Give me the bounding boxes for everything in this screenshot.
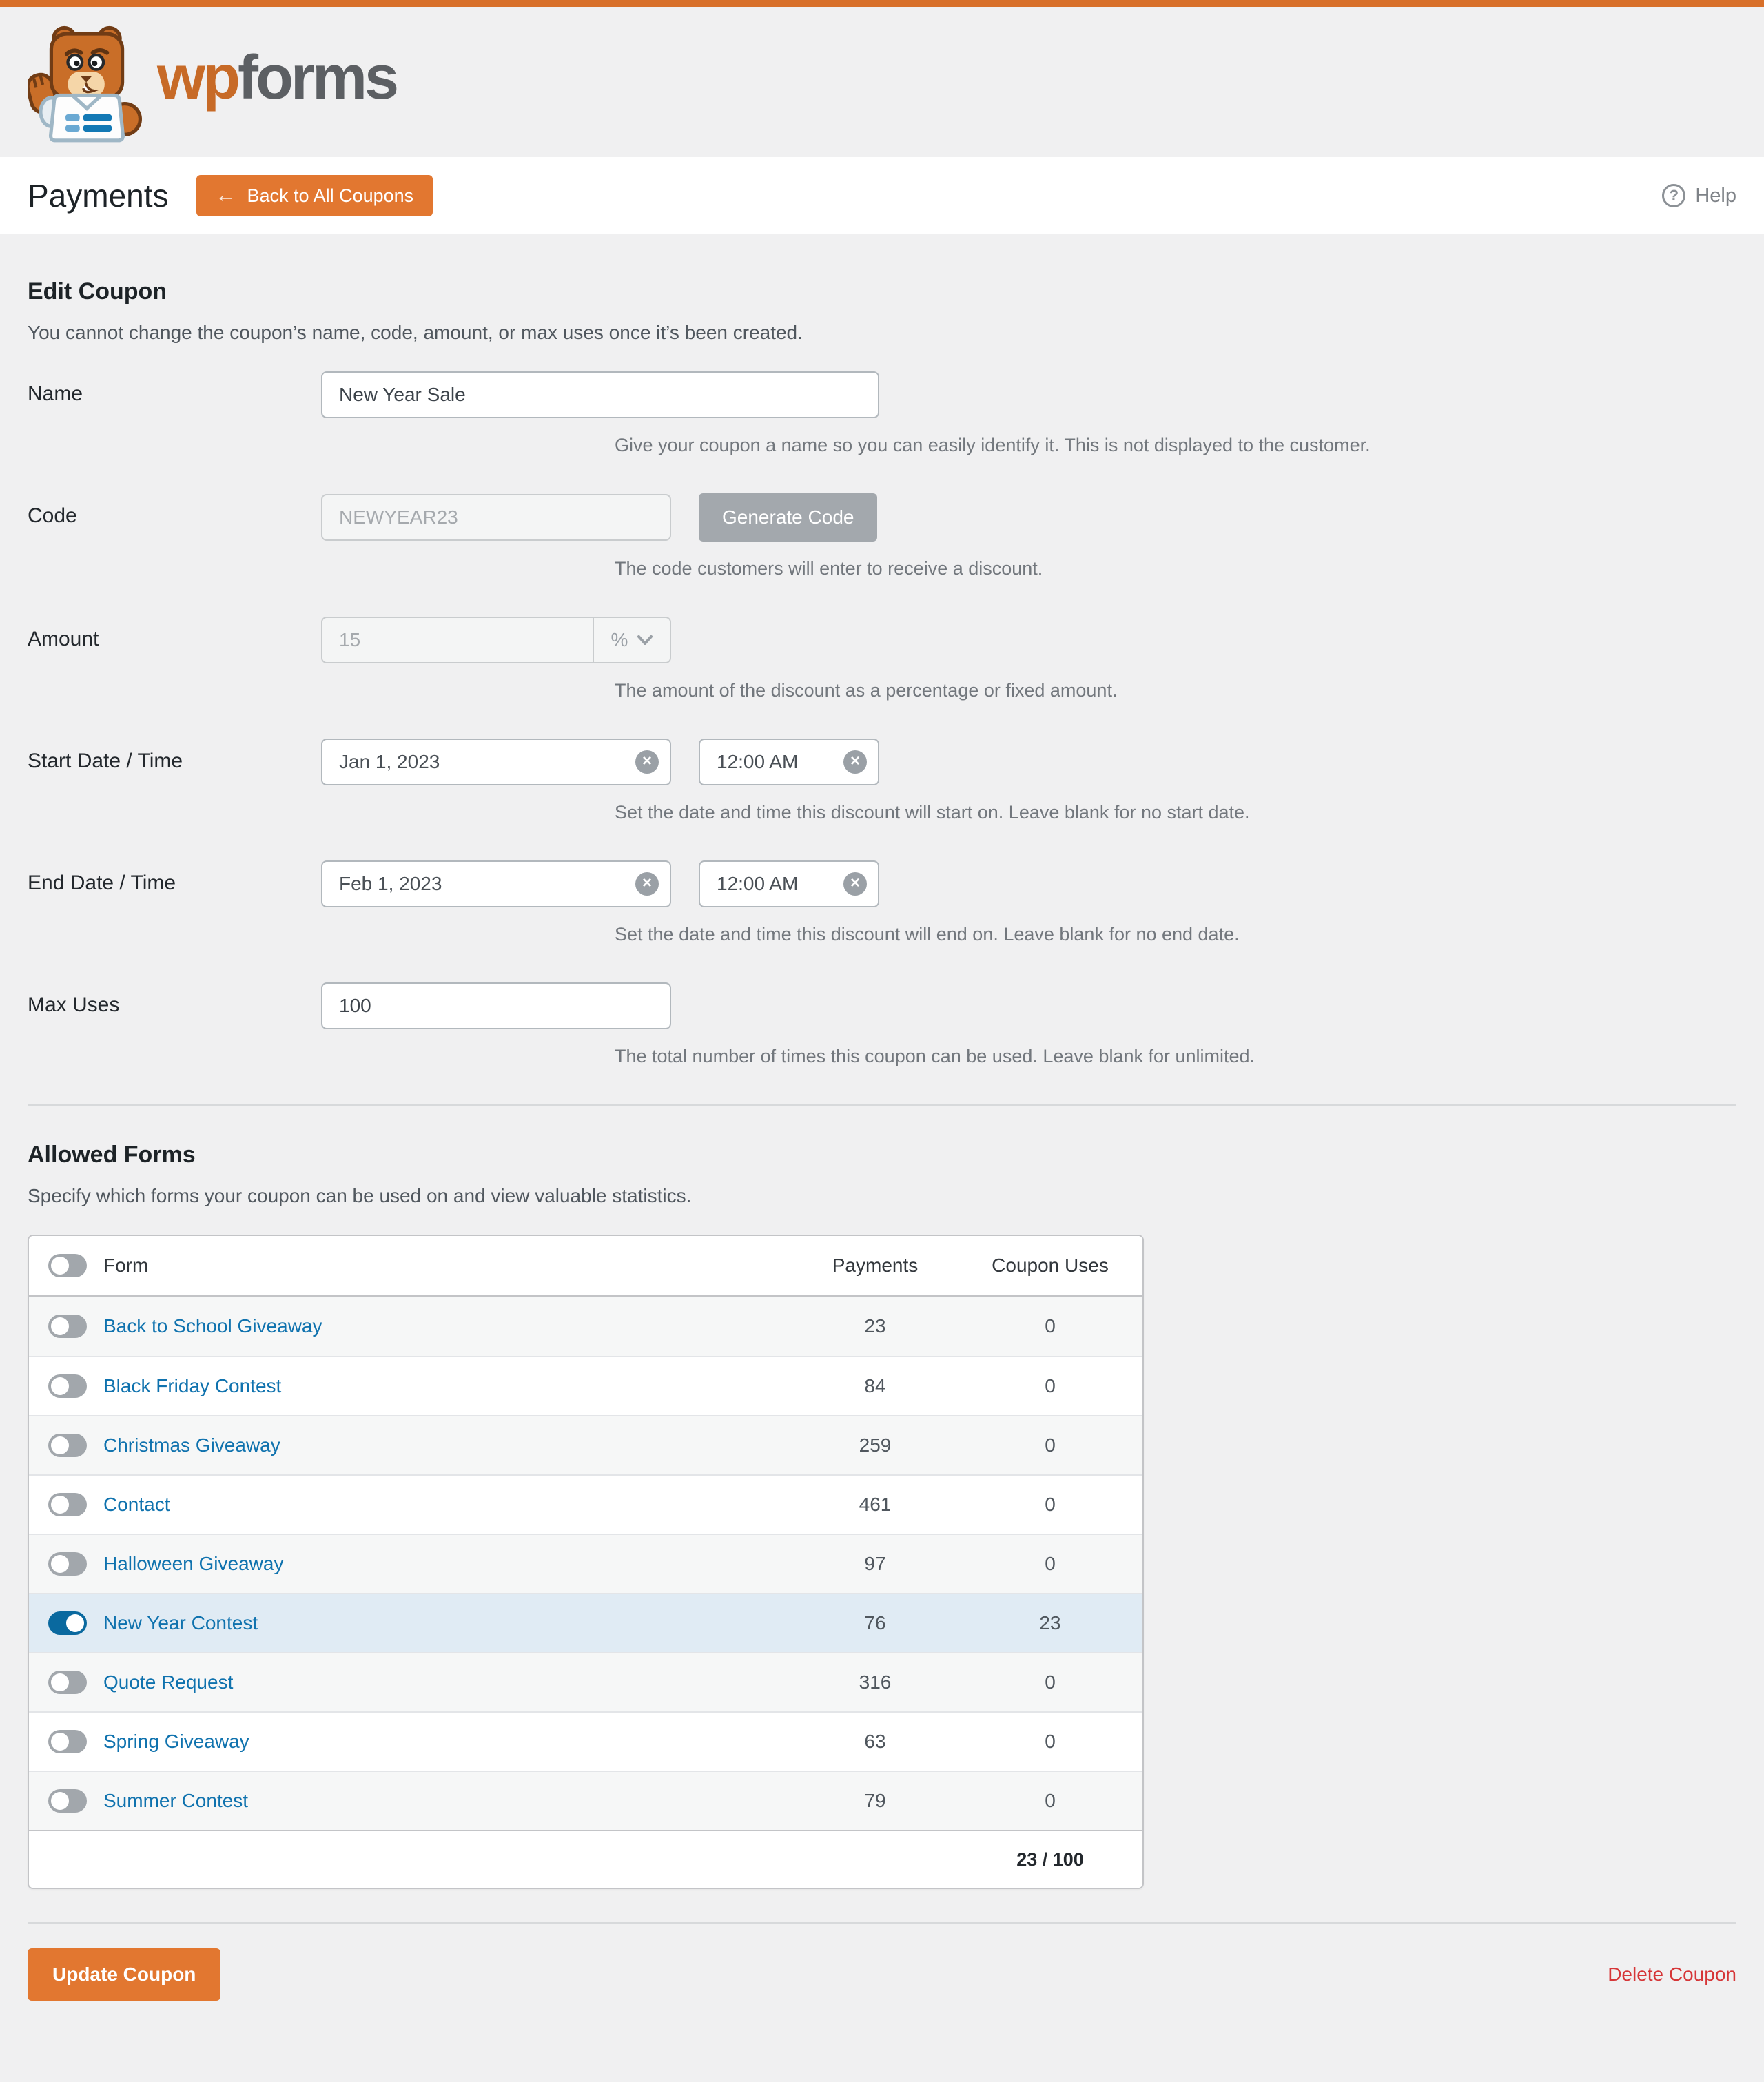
start-helper: Set the date and time this discount will start on. Leave blank for no start date. — [615, 802, 1250, 823]
coupon-fields — [28, 371, 1736, 1067]
amount-unit-select[interactable] — [593, 618, 670, 662]
field-row-end — [28, 860, 1736, 945]
coupon-uses-total: 23 / 100 — [1016, 1848, 1084, 1870]
amount-helper: The amount of the discount as a percentage or fixed amount. — [615, 680, 1118, 701]
form-link[interactable]: Back to School Giveaway — [103, 1315, 322, 1337]
delete-coupon-link[interactable]: Delete Coupon — [1608, 1964, 1736, 1985]
name-input[interactable] — [321, 371, 879, 418]
footer-divider — [28, 1922, 1736, 1924]
help-label: Help — [1695, 184, 1736, 207]
table-row — [29, 1534, 1142, 1593]
payments-value: 97 — [864, 1553, 886, 1574]
payments-column-header: Payments — [832, 1255, 919, 1276]
form-toggle[interactable] — [48, 1552, 87, 1576]
toggle-all-forms[interactable] — [48, 1254, 87, 1277]
page-bar — [0, 157, 1764, 234]
payments-value: 76 — [864, 1612, 886, 1633]
amount-label: Amount — [28, 628, 99, 650]
name-helper: Give your coupon a name so you can easily identify it. This is not displayed to the customer. — [615, 435, 1371, 455]
uses-value: 0 — [1045, 1671, 1056, 1693]
payments-value: 63 — [864, 1731, 886, 1752]
amount-input-group — [321, 617, 671, 663]
uses-value: 0 — [1045, 1434, 1056, 1456]
allowed-forms-title: Allowed Forms — [28, 1142, 196, 1168]
code-input — [321, 494, 671, 541]
form-link[interactable]: Summer Contest — [103, 1790, 249, 1811]
name-label: Name — [28, 382, 83, 405]
section-divider — [28, 1104, 1736, 1106]
form-link[interactable]: Spring Giveaway — [103, 1731, 249, 1752]
form-link[interactable]: Black Friday Contest — [103, 1375, 282, 1396]
end-label: End Date / Time — [28, 872, 176, 894]
field-row-max-uses — [28, 982, 1736, 1067]
payments-value: 84 — [864, 1375, 886, 1396]
form-toggle[interactable] — [48, 1493, 87, 1516]
uses-value: 0 — [1045, 1790, 1056, 1811]
payments-value: 461 — [859, 1494, 892, 1515]
update-coupon-button[interactable]: Update Coupon — [28, 1948, 220, 2001]
table-row — [29, 1415, 1142, 1474]
back-to-all-coupons-button[interactable] — [196, 175, 433, 216]
form-toggle[interactable] — [48, 1671, 87, 1694]
chevron-down-icon — [637, 635, 653, 645]
wpforms-wordmark — [157, 43, 396, 114]
table-row — [29, 1593, 1142, 1652]
form-toggle[interactable] — [48, 1315, 87, 1338]
uses-value: 0 — [1045, 1494, 1056, 1515]
table-footer-row — [29, 1830, 1142, 1888]
table-row — [29, 1297, 1142, 1356]
code-helper: The code customers will enter to receive a discount. — [615, 558, 1043, 579]
page-title: Payments — [28, 178, 169, 214]
start-label: Start Date / Time — [28, 750, 183, 772]
clear-icon[interactable]: × — [843, 872, 867, 896]
field-row-name — [28, 371, 1736, 456]
top-accent-bar — [0, 0, 1764, 7]
uses-value: 23 — [1039, 1612, 1061, 1633]
footer-actions — [28, 1948, 1736, 2035]
form-toggle[interactable] — [48, 1611, 87, 1635]
field-row-start — [28, 739, 1736, 823]
code-label: Code — [28, 504, 77, 527]
edit-coupon-title: Edit Coupon — [28, 278, 167, 305]
uses-value: 0 — [1045, 1315, 1056, 1337]
field-row-amount — [28, 617, 1736, 701]
help-link[interactable] — [1662, 184, 1736, 207]
clear-icon[interactable]: × — [635, 872, 659, 896]
table-row — [29, 1771, 1142, 1830]
table-row — [29, 1652, 1142, 1711]
allowed-forms-description: Specify which forms your coupon can be used on and view valuable statistics. — [28, 1185, 692, 1206]
field-row-code — [28, 493, 1736, 579]
form-link[interactable]: Halloween Giveaway — [103, 1553, 284, 1574]
form-link[interactable]: New Year Contest — [103, 1612, 258, 1633]
uses-value: 0 — [1045, 1375, 1056, 1396]
clear-icon[interactable]: × — [843, 750, 867, 774]
logo-header — [0, 7, 1764, 157]
form-column-header: Form — [103, 1255, 149, 1276]
end-date-input[interactable] — [321, 860, 671, 907]
uses-value: 0 — [1045, 1553, 1056, 1574]
form-toggle[interactable] — [48, 1730, 87, 1753]
end-helper: Set the date and time this discount will end on. Leave blank for no end date. — [615, 924, 1240, 945]
start-date-input[interactable] — [321, 739, 671, 785]
help-icon: ? — [1662, 184, 1685, 207]
table-row — [29, 1474, 1142, 1534]
table-row — [29, 1356, 1142, 1415]
form-link[interactable]: Christmas Giveaway — [103, 1434, 280, 1456]
max-uses-helper: The total number of times this coupon can be used. Leave blank for unlimited. — [615, 1046, 1255, 1066]
payments-value: 259 — [859, 1434, 892, 1456]
form-link[interactable]: Contact — [103, 1494, 170, 1515]
edit-coupon-description: You cannot change the coupon’s name, code, amount, or max uses once it’s been created. — [28, 322, 803, 343]
table-body — [29, 1297, 1142, 1830]
generate-code-button[interactable]: Generate Code — [699, 493, 877, 542]
amount-unit-value: % — [611, 629, 628, 650]
payments-value: 79 — [864, 1790, 886, 1811]
max-uses-label: Max Uses — [28, 993, 120, 1016]
back-button-label: Back to All Coupons — [247, 185, 414, 206]
table-row — [29, 1711, 1142, 1771]
allowed-forms-table — [28, 1235, 1144, 1889]
form-toggle[interactable] — [48, 1789, 87, 1813]
payments-value: 316 — [859, 1671, 892, 1693]
uses-value: 0 — [1045, 1731, 1056, 1752]
table-header-row — [29, 1236, 1142, 1297]
payments-value: 23 — [864, 1315, 886, 1337]
content — [0, 278, 1764, 2035]
form-toggle[interactable] — [48, 1434, 87, 1457]
wordmark-wp: wp — [157, 43, 238, 112]
amount-input: 15 — [339, 629, 361, 650]
wordmark-forms: forms — [237, 43, 397, 112]
wpforms-bear-logo-icon — [28, 21, 146, 148]
max-uses-input[interactable] — [321, 982, 671, 1029]
back-arrow-icon: ← — [215, 184, 236, 207]
uses-column-header: Coupon Uses — [992, 1255, 1109, 1276]
form-link[interactable]: Quote Request — [103, 1671, 234, 1693]
form-toggle[interactable] — [48, 1374, 87, 1398]
clear-icon[interactable]: × — [635, 750, 659, 774]
